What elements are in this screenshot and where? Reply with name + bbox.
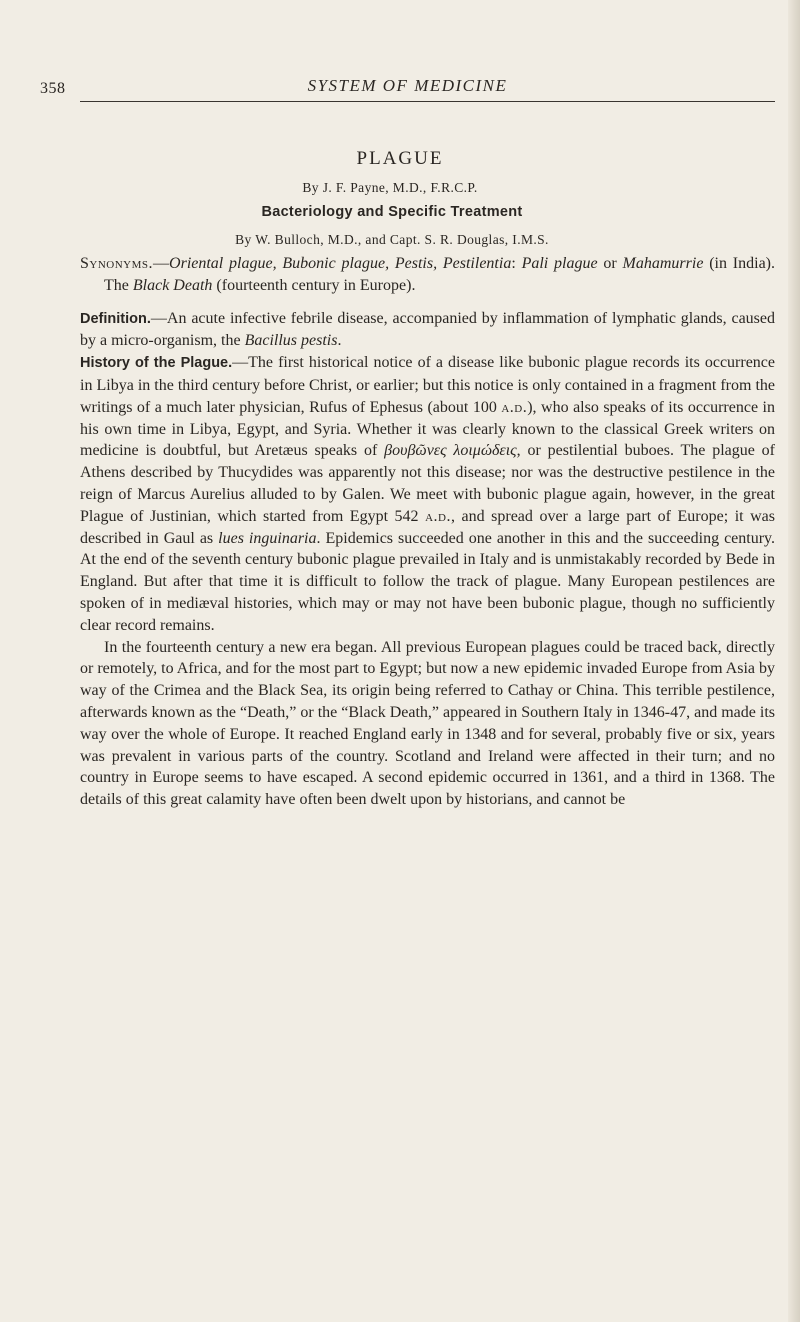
article-title: PLAGUE xyxy=(356,148,444,169)
fourteenth-century-paragraph: In the fourteenth century a new era began. All previous European plagues could be traced back, directly or remotely, to Africa, and for the most part to Egypt; but now a new epidemic invaded Europe from Asia by way of the Crimea and the Black Sea, its origin being referred to Cathay or China. This terrible pestilence, afterwards known as the “Death,” or the “Black Death,” appeared in Southern Italy in 1346-47, and made its way over the whole of Europe. It reached England early in 1348 and for several, probably five or six, years was prevalent in various parts of the country. Scotland and Ireland were affected in their turn; and no country in Europe seems to have escaped. A second epidemic occurred in 1361, and a third in 1368. The details of this great calamity have often been dwelt upon by historians, and cannot be xyxy=(80,638,775,809)
running-title: SYSTEM OF MEDICINE xyxy=(307,76,508,95)
article-body xyxy=(80,253,775,811)
section-subtitle: Bacteriology and Specific Treatment xyxy=(261,204,523,220)
page-edge xyxy=(788,0,800,1322)
author-byline: By J. F. Payne, M.D., F.R.C.P. xyxy=(302,180,478,195)
header-rule xyxy=(80,101,775,102)
running-head xyxy=(40,74,775,96)
coauthor-byline: By W. Bulloch, M.D., and Capt. S. R. Douglas, I.M.S. xyxy=(235,232,549,247)
definition-label: Definition. xyxy=(80,310,151,327)
history-label: History of the Plague. xyxy=(80,355,233,372)
page-number: 358 xyxy=(40,80,66,97)
synonyms-paragraph: Synonyms.—Oriental plague, Bubonic plague, Pestis, Pestilentia: Pali plague or Mahamurrie (in India). The Black Death (fourteenth century in Europe). xyxy=(80,255,776,294)
history-paragraph: History of the Plague.—The first historical notice of a disease like bubonic plague records its occurrence in Libya in the third century before Christ, or earlier; but this notice is only contained in a fragment from the writings of a much later physician, Rufus of Ephesus (about 100 a.d.), who also speaks of its occurrence in his own time in Libya, Egypt, and Syria. Whether it was clearly known to the classical Greek writers on medicine is doubtful, but Aretæus speaks of βουβῶνες λοιμώδεις, or pestilential buboes. The plague of Athens described by Thucydides was apparently not this disease; nor was the destructive pestilence in the reign of Marcus Aurelius alluded to by Galen. We meet with bubonic plague again, however, in the great Plague of Justinian, which started from Egypt 542 a.d., and spread over a large part of Europe; it was described in Gaul as lues inguinaria. Epidemics succeeded one another in this and the succeeding century. At the end of the seventh century bubonic plague prevailed in Italy and is unmistakably recorded by Bede in England. But after that time it is difficult to follow the track of plague. Many European pestilences are spoken of in mediæval histories, which may or may not have been bubonic plague, though no sufficiently clear record remains. xyxy=(80,354,776,634)
synonyms-label: Synonyms. xyxy=(80,255,154,272)
definition-paragraph: Definition.—An acute infective febrile disease, accompanied by inflammation of lymphatic glands, caused by a micro-organism, the Bacillus pestis. xyxy=(80,309,775,350)
